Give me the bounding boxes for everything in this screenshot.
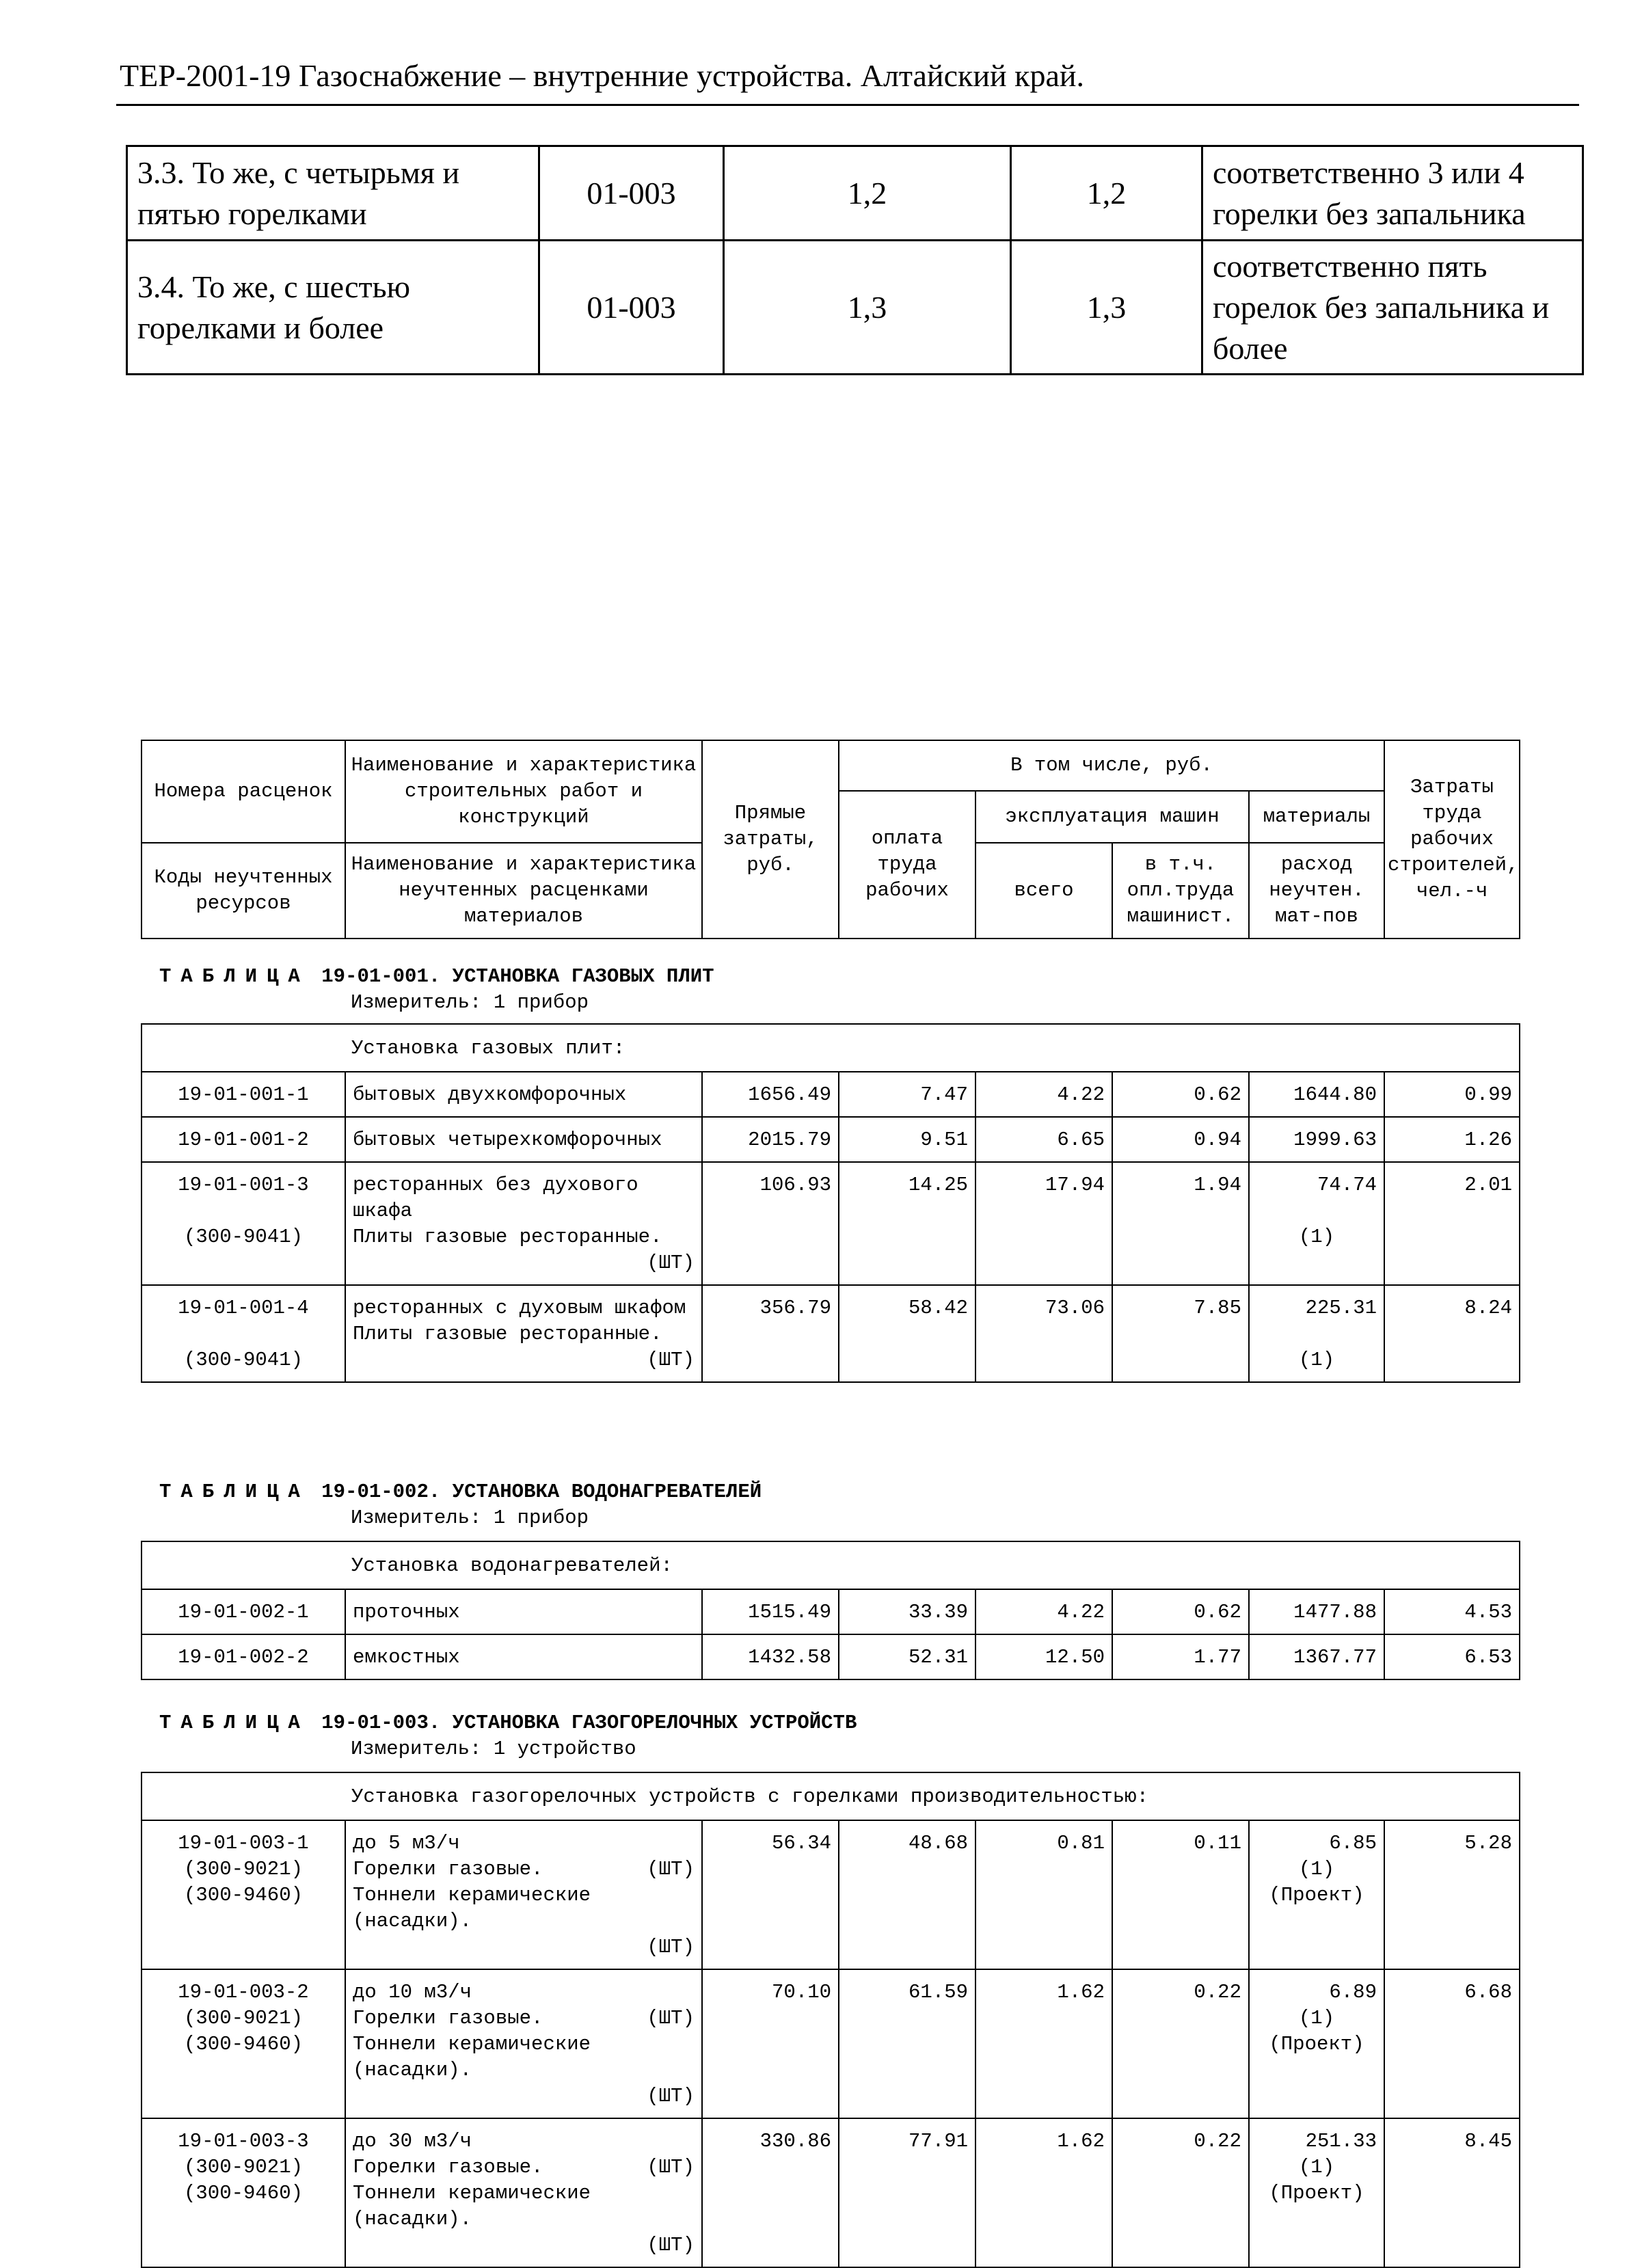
table-row: 19-01-001-2 бытовых четырехкомфорочных 2015.79 9.51 6.65 0.94 1999.63 1.26 [142,1117,1520,1162]
table-row: 19-01-003-1 (300-9021) (300-9460) до 5 м3/ч (ШТ) Горелки газовые. Тоннели керамические (насадки). (ШТ) 56.34 48.68 0.81 0.11 6.85 (1) (Проект) 5.28 [142,1820,1520,1969]
section-title: ТАБЛИЦА 19-01-002. УСТАНОВКА ВОДОНАГРЕВАТЕЛЕЙ Измеритель: 1 прибор [159,1479,762,1531]
coef-name: 3.4. То же, с шестью горелками и более [127,241,539,375]
section-title: ТАБЛИЦА 19-01-001. УСТАНОВКА ГАЗОВЫХ ПЛИТ Измеритель: 1 прибор [159,964,714,1016]
table-caption: Установка газовых плит: [142,1024,1520,1072]
table-row: 19-01-001-3 (300-9041) ресторанных без духового шкафа Плиты газовые ресторанные. (ШТ) 106.93 14.25 17.94 1.94 74.74 (1) 2.01 [142,1162,1520,1285]
table-row: 19-01-003-3 (300-9021) (300-9460) до 30 м3/ч (ШТ) Горелки газовые. Тоннели керамические (насадки). (ШТ) 330.86 77.91 1.62 0.22 251.33 (1) (Проект) 8.45 [142,2118,1520,2267]
table-row [127,241,1583,375]
section-unit: Измеритель: 1 прибор [351,1507,589,1529]
col-name: Наименование и характеристика строительных работ и конструкций [345,740,702,843]
table-row: 19-01-001-1 бытовых двухкомфорочных 1656.49 7.47 4.22 0.62 1644.80 0.99 [142,1072,1520,1117]
col-mat-usage: расход неучтен. мат-пов [1249,843,1384,939]
coef-code: 01-003 [539,146,724,241]
coef-k2: 1,3 [1011,241,1202,375]
coef-note: соответственно 3 или 4 горелки без запальника [1202,146,1583,241]
table-row [127,146,1583,241]
col-name2: Наименование и характеристика неучтенных расценками материалов [345,843,702,939]
table-caption: Установка водонагревателей: [142,1541,1520,1589]
col-incl: В том числе, руб. [839,740,1384,791]
col-incl-labor: в т.ч. опл.труда машинист. [1112,843,1249,939]
col-labor-cost: Затраты труда рабочих строителей, чел.-ч [1384,740,1520,939]
coef-code: 01-003 [539,241,724,375]
coef-name: 3.3. То же, с четырьмя и пятью горелками [127,146,539,241]
coef-note: соответственно пять горелок без запальника и более [1202,241,1583,375]
coef-k1: 1,3 [724,241,1011,375]
col-direct: Прямые затраты, руб. [702,740,839,939]
header-rule [116,104,1579,106]
section-unit: Измеритель: 1 прибор [351,991,589,1014]
section-unit: Измеритель: 1 устройство [351,1738,636,1760]
table-row: 19-01-002-1 проточных 1515.49 33.39 4.22 0.62 1477.88 4.53 [142,1589,1520,1634]
col-materials: материалы [1249,791,1384,843]
rates-table-header [141,740,1520,939]
col-total: всего [975,843,1112,939]
page-title: ТЕР-2001-19 Газоснабжение – внутренние устройства. Алтайский край. [120,58,1084,93]
table-row: 19-01-001-4 (300-9041) ресторанных с духовым шкафом Плиты газовые ресторанные. (ШТ) 356.79 58.42 73.06 7.85 225.31 (1) 8.24 [142,1285,1520,1382]
coef-k2: 1,2 [1011,146,1202,241]
col-numbers: Номера расценок [142,740,345,843]
table-row: 19-01-003-2 (300-9021) (300-9460) до 10 м3/ч (ШТ) Горелки газовые. Тоннели керамические (насадки). (ШТ) 70.10 61.59 1.62 0.22 6.89 (1) (Проект) 6.68 [142,1969,1520,2118]
table-row: 19-01-002-2 емкостных 1432.58 52.31 12.50 1.77 1367.77 6.53 [142,1634,1520,1679]
rates-table [141,1541,1520,1680]
col-codes: Коды неучтенных ресурсов [142,843,345,939]
section-title: ТАБЛИЦА 19-01-003. УСТАНОВКА ГАЗОГОРЕЛОЧНЫХ УСТРОЙСТВ Измеритель: 1 устройство [159,1710,857,1762]
col-machines: эксплуатация машин [975,791,1249,843]
rates-table [141,1023,1520,1383]
coef-k1: 1,2 [724,146,1011,241]
rates-table [141,1772,1520,2268]
col-labor: оплата труда рабочих [839,791,975,939]
coefficient-table [126,145,1584,375]
table-caption: Установка газогорелочных устройств с горелками производительностью: [142,1772,1520,1820]
